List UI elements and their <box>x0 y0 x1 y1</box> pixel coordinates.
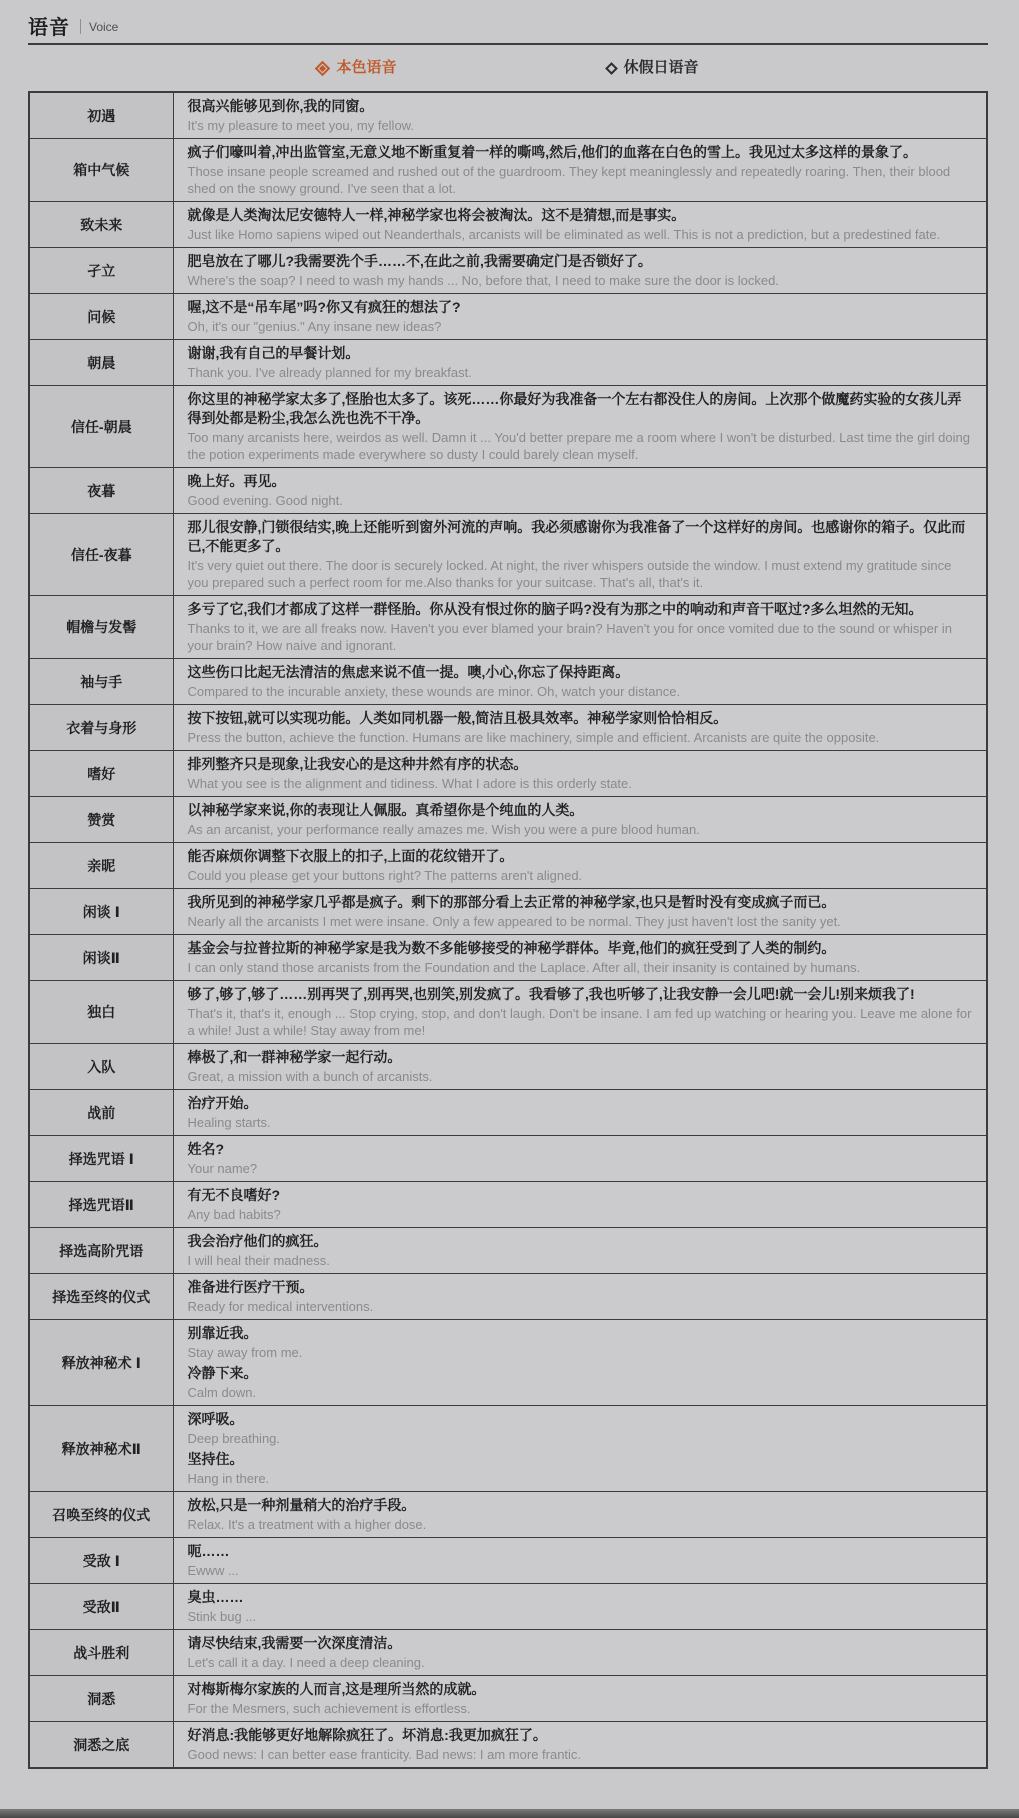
voice-row-label: 择选咒语Ⅱ <box>29 1182 173 1228</box>
voice-line-zh: 这些伤口比起无法清洁的焦虑来说不值一提。噢,小心,你忘了保持距离。 <box>187 664 630 680</box>
voice-line-pair <box>188 801 973 838</box>
voice-line-pair <box>188 298 973 335</box>
voice-row <box>29 468 987 514</box>
voice-line-zh: 深呼吸。 <box>187 1411 244 1427</box>
voice-row <box>29 1630 987 1676</box>
voice-row <box>29 139 987 202</box>
voice-row-content <box>173 889 987 935</box>
voice-line-pair <box>188 518 973 591</box>
voice-line-en: Great, a mission with a bunch of arcanists. <box>187 1069 433 1084</box>
voice-row <box>29 797 987 843</box>
voice-row <box>29 1492 987 1538</box>
voice-row-label: 洞悉之底 <box>29 1722 173 1769</box>
voice-line-zh: 晚上好。再见。 <box>187 473 286 489</box>
voice-line-pair <box>188 472 973 509</box>
voice-line-pair <box>188 1680 973 1717</box>
voice-row-label: 择选高阶咒语 <box>29 1228 173 1274</box>
voice-row <box>29 843 987 889</box>
voice-line-en: Relax. It's a treatment with a higher dose. <box>187 1517 427 1532</box>
voice-line-zh: 按下按钮,就可以实现功能。人类如同机器一般,简洁且极具效率。神秘学家则恰恰相反。 <box>187 710 728 726</box>
voice-row-label: 洞悉 <box>29 1676 173 1722</box>
voice-row-label: 衣着与身形 <box>29 705 173 751</box>
voice-row <box>29 1406 987 1492</box>
voice-row-label: 问候 <box>29 294 173 340</box>
voice-row-content <box>173 294 987 340</box>
tab-holiday-voice[interactable] <box>607 58 699 78</box>
voice-line-en: Stay away from me. <box>187 1345 303 1360</box>
voice-line-zh: 呃…… <box>187 1543 230 1559</box>
voice-line-pair <box>188 663 973 700</box>
voice-line-en: Good evening. Good night. <box>187 493 343 508</box>
voice-row-label: 释放神秘术Ⅱ <box>29 1406 173 1492</box>
voice-line-en: Hang in there. <box>187 1471 270 1486</box>
voice-line-en: Any bad habits? <box>187 1207 281 1222</box>
voice-row-label: 召唤至终的仪式 <box>29 1492 173 1538</box>
voice-line-pair <box>188 390 973 463</box>
voice-line-zh: 坚持住。 <box>187 1451 244 1467</box>
voice-row-label: 朝晨 <box>29 340 173 386</box>
voice-line-en: Let's call it a day. I need a deep cleaning. <box>187 1655 425 1670</box>
voice-line-zh: 多亏了它,我们才都成了这样一群怪胎。你从没有恨过你的脑子吗?没有为那之中的响动和声音干呕过?多么坦然的无知。 <box>187 601 923 617</box>
voice-row <box>29 1320 987 1406</box>
voice-row-content <box>173 751 987 797</box>
voice-line-en: Calm down. <box>187 1385 257 1400</box>
voice-row-content <box>173 596 987 659</box>
voice-lines-table <box>28 91 988 1769</box>
section-header <box>28 12 988 38</box>
voice-line-zh: 棒极了,和一群神秘学家一起行动。 <box>187 1049 402 1065</box>
voice-line-pair <box>188 1634 973 1671</box>
voice-row-content <box>173 1182 987 1228</box>
voice-line-en: Healing starts. <box>187 1115 271 1130</box>
voice-line-en: Compared to the incurable anxiety, these wounds are minor. Oh, watch your distance. <box>187 684 681 699</box>
voice-row-content <box>173 1676 987 1722</box>
voice-row-label: 信任-夜暮 <box>29 514 173 596</box>
voice-line-en: What you see is the alignment and tidiness. What I adore is this orderly state. <box>187 776 632 791</box>
voice-line-en: It's very quiet out there. The door is securely locked. At night, the river whispers outside the window. I must extend my gratitude since you prepared such a perfect room for me.Also thanks for your suitcase. That's all, that's it. <box>187 558 952 590</box>
voice-line-zh: 冷静下来。 <box>187 1365 258 1381</box>
voice-line-zh: 能否麻烦你调整下衣服上的扣子,上面的花纹错开了。 <box>187 848 514 864</box>
voice-line-en: Stink bug ... <box>187 1609 257 1624</box>
voice-line-en: Thanks to it, we are all freaks now. Haven't you ever blamed your brain? Haven't you for once vomited due to the sound or whisper in your brain? How naive and ignorant. <box>187 621 952 653</box>
voice-row <box>29 751 987 797</box>
voice-line-en: Too many arcanists here, weirdos as well. Damn it ... You'd better prepare me a room where I won't be disturbed. Last time the girl doing the potion experiments made everywhere so dusty I could barely clean myself. <box>187 430 970 462</box>
voice-row-label: 亲昵 <box>29 843 173 889</box>
voice-line-pair <box>188 344 973 381</box>
voice-line-zh: 臭虫…… <box>187 1589 244 1605</box>
voice-line-zh: 姓名? <box>187 1141 225 1157</box>
voice-row-content <box>173 340 987 386</box>
voice-row-label: 袖与手 <box>29 659 173 705</box>
voice-line-pair <box>188 206 973 243</box>
voice-row-content <box>173 797 987 843</box>
voice-row-label: 闲谈Ⅱ <box>29 935 173 981</box>
voice-row-content <box>173 1044 987 1090</box>
voice-row <box>29 981 987 1044</box>
voice-line-zh: 治疗开始。 <box>187 1095 258 1111</box>
voice-row-label: 战斗胜利 <box>29 1630 173 1676</box>
voice-line-pair <box>188 893 973 930</box>
voice-row-label: 释放神秘术 Ⅰ <box>29 1320 173 1406</box>
voice-row <box>29 202 987 248</box>
voice-line-zh: 有无不良嗜好? <box>187 1187 281 1203</box>
voice-line-en: For the Mesmers, such achievement is effortless. <box>187 1701 471 1716</box>
voice-line-en: Good news: I can better ease franticity. Bad news: I am more frantic. <box>187 1747 582 1762</box>
voice-row-content <box>173 1630 987 1676</box>
voice-row-label: 闲谈 Ⅰ <box>29 889 173 935</box>
voice-line-zh: 谢谢,我有自己的早餐计划。 <box>187 345 360 361</box>
voice-line-pair <box>188 1364 973 1401</box>
voice-line-en: As an arcanist, your performance really amazes me. Wish you were a pure blood human. <box>187 822 700 837</box>
voice-row-label: 信任-朝晨 <box>29 386 173 468</box>
voice-row <box>29 1136 987 1182</box>
voice-row <box>29 1182 987 1228</box>
voice-line-pair <box>188 1278 973 1315</box>
voice-row-content <box>173 1406 987 1492</box>
voice-row <box>29 1584 987 1630</box>
voice-line-pair <box>188 1450 973 1487</box>
voice-row-label: 战前 <box>29 1090 173 1136</box>
voice-row-content <box>173 139 987 202</box>
voice-line-pair <box>188 755 973 792</box>
voice-line-zh: 放松,只是一种剂量稍大的治疗手段。 <box>187 1497 416 1513</box>
bottom-edge-strip <box>0 1809 1019 1818</box>
tab-true-colour-voice[interactable] <box>317 58 396 78</box>
voice-row-content <box>173 1320 987 1406</box>
voice-line-pair <box>188 1410 973 1447</box>
voice-row-label: 受敌 Ⅰ <box>29 1538 173 1584</box>
filled-diamond-core <box>319 64 326 71</box>
voice-line-pair <box>188 1094 973 1131</box>
voice-line-pair <box>188 847 973 884</box>
filled-diamond-icon <box>315 60 331 76</box>
voice-line-zh: 基金会与拉普拉斯的神秘学家是我为数不多能够接受的神秘学群体。毕竟,他们的疯狂受到了人类的制约。 <box>187 940 836 956</box>
voice-line-pair <box>188 1726 973 1763</box>
voice-row <box>29 92 987 139</box>
voice-line-zh: 我所见到的神秘学家几乎都是疯子。剩下的那部分看上去正常的神秘学家,也只是暂时没有变成疯子而已。 <box>187 894 836 910</box>
voice-row-label: 择选至终的仪式 <box>29 1274 173 1320</box>
voice-row <box>29 1722 987 1769</box>
voice-row-label: 入队 <box>29 1044 173 1090</box>
voice-line-zh: 够了,够了,够了……别再哭了,别再哭,也别笑,别发疯了。我看够了,我也听够了,让我安静一会儿吧!就一会儿!别来烦我了! <box>187 986 915 1002</box>
voice-row-content <box>173 1228 987 1274</box>
hollow-diamond-icon <box>605 62 618 75</box>
voice-line-zh: 那儿很安静,门锁很结实,晚上还能听到窗外河流的声响。我必须感谢你为我准备了一个这样好的房间。也感谢你的箱子。仅此而已,不能更多了。 <box>187 519 966 554</box>
voice-row <box>29 596 987 659</box>
voice-row-content <box>173 981 987 1044</box>
voice-row <box>29 1090 987 1136</box>
voice-line-pair <box>188 1186 973 1223</box>
voice-line-en: Ready for medical interventions. <box>187 1299 374 1314</box>
voice-line-zh: 疯子们嚎叫着,冲出监管室,无意义地不断重复着一样的嘶鸣,然后,他们的血落在白色的雪上。我见过太多这样的景象了。 <box>187 144 918 160</box>
voice-row-label: 初遇 <box>29 92 173 139</box>
voice-row <box>29 340 987 386</box>
voice-row-content <box>173 514 987 596</box>
voice-row-content <box>173 248 987 294</box>
voice-line-pair <box>188 985 973 1039</box>
voice-row-content <box>173 705 987 751</box>
voice-row-content <box>173 1136 987 1182</box>
voice-line-en: Press the button, achieve the function. Humans are like machinery, simple and efficient. Arcanists are quite the opposite. <box>187 730 880 745</box>
tab-label: 休假日语音 <box>623 59 699 76</box>
voice-line-en: Where's the soap? I need to wash my hands ... No, before that, I need to make sure the door is locked. <box>187 273 779 288</box>
voice-line-pair <box>188 1496 973 1533</box>
voice-line-en: Nearly all the arcanists I met were insane. Only a few appeared to be normal. They just haven't lost the sanity yet. <box>187 914 841 929</box>
title-divider <box>80 19 81 34</box>
voice-line-zh: 肥皂放在了哪儿?我需要洗个手……不,在此之前,我需要确定门是否锁好了。 <box>187 253 652 269</box>
voice-row <box>29 1228 987 1274</box>
voice-row <box>29 1044 987 1090</box>
tab-label: 本色语音 <box>336 59 397 76</box>
voice-line-zh: 你这里的神秘学家太多了,怪胎也太多了。该死……你最好为我准备一个左右都没住人的房间。上次那个做魔药实验的女孩儿弄得到处都是粉尘,我怎么洗也洗不干净。 <box>187 391 962 426</box>
voice-line-pair <box>188 1232 973 1269</box>
voice-row-label: 孑立 <box>29 248 173 294</box>
voice-line-zh: 别靠近我。 <box>187 1325 258 1341</box>
voice-line-en: Just like Homo sapiens wiped out Neanderthals, arcanists will be eliminated as well. This is not a prediction, but a predestined fate. <box>187 227 941 242</box>
voice-line-en: It's my pleasure to meet you, my fellow. <box>187 118 414 133</box>
voice-line-zh: 准备进行医疗干预。 <box>187 1279 314 1295</box>
voice-row-content <box>173 659 987 705</box>
voice-row-content <box>173 1090 987 1136</box>
voice-line-pair <box>188 1542 973 1579</box>
voice-row-content <box>173 386 987 468</box>
page-title: 语音 <box>28 16 70 39</box>
voice-row-content <box>173 1584 987 1630</box>
voice-line-en: Thank you. I've already planned for my breakfast. <box>187 365 472 380</box>
voice-row-label: 夜暮 <box>29 468 173 514</box>
voice-line-pair <box>188 252 973 289</box>
voice-row <box>29 705 987 751</box>
voice-line-en: Your name? <box>187 1161 258 1176</box>
voice-row <box>29 889 987 935</box>
voice-row-label: 择选咒语 Ⅰ <box>29 1136 173 1182</box>
voice-row-content <box>173 1492 987 1538</box>
voice-line-pair <box>188 1588 973 1625</box>
voice-row-content <box>173 468 987 514</box>
voice-row <box>29 386 987 468</box>
voice-line-zh: 喔,这不是“吊车尾”吗?你又有疯狂的想法了? <box>187 299 461 315</box>
voice-row <box>29 294 987 340</box>
voice-row <box>29 659 987 705</box>
voice-row-content <box>173 92 987 139</box>
voice-line-pair <box>188 1324 973 1361</box>
voice-line-en: Deep breathing. <box>187 1431 281 1446</box>
voice-line-pair <box>188 97 973 134</box>
voice-line-zh: 对梅斯梅尔家族的人而言,这是理所当然的成就。 <box>187 1681 486 1697</box>
voice-row <box>29 1676 987 1722</box>
voice-line-pair <box>188 709 973 746</box>
voice-line-zh: 很高兴能够见到你,我的同窗。 <box>187 98 374 114</box>
voice-row <box>29 514 987 596</box>
voice-line-en: Ewww ... <box>187 1563 239 1578</box>
voice-row-label: 致未来 <box>29 202 173 248</box>
voice-line-zh: 以神秘学家来说,你的表现让人佩服。真希望你是个纯血的人类。 <box>187 802 584 818</box>
voice-line-zh: 就像是人类淘汰尼安德特人一样,神秘学家也将会被淘汰。这不是猜想,而是事实。 <box>187 207 686 223</box>
voice-line-pair <box>188 1140 973 1177</box>
voice-line-en: Those insane people screamed and rushed out of the guardroom. They kept meaninglessly and repeatedly roaring. Then, their blood shed on the snowy ground. I've seen that a lot. <box>187 164 951 196</box>
voice-row <box>29 1274 987 1320</box>
voice-line-en: I can only stand those arcanists from the Foundation and the Laplace. After all, their insanity is contained by humans. <box>187 960 861 975</box>
voice-line-en: That's it, that's it, enough ... Stop crying, stop, and don't laugh. Don't be insane. I am fed up watching or hearing you. Leave me alone for a while! Just a while! Stay away from me! <box>187 1006 972 1038</box>
voice-row-label: 帽檐与发髻 <box>29 596 173 659</box>
voice-row-label: 受敌Ⅱ <box>29 1584 173 1630</box>
voice-line-pair <box>188 600 973 654</box>
voice-row-label: 赞赏 <box>29 797 173 843</box>
voice-line-en: Oh, it's our "genius." Any insane new ideas? <box>187 319 442 334</box>
voice-row-content <box>173 1274 987 1320</box>
voice-line-pair <box>188 1048 973 1085</box>
voice-line-en: Could you please get your buttons right? The patterns aren't aligned. <box>187 868 583 883</box>
voice-line-pair <box>188 143 973 197</box>
voice-line-zh: 好消息:我能够更好地解除疯狂了。坏消息:我更加疯狂了。 <box>187 1727 547 1743</box>
voice-row-content <box>173 1538 987 1584</box>
voice-line-pair <box>188 939 973 976</box>
voice-line-zh: 请尽快结束,我需要一次深度清洁。 <box>187 1635 402 1651</box>
voice-row <box>29 935 987 981</box>
voice-row-content <box>173 935 987 981</box>
page-subtitle: Voice <box>89 19 119 34</box>
voice-row-label: 嗜好 <box>29 751 173 797</box>
voice-row-content <box>173 843 987 889</box>
voice-row-label: 独白 <box>29 981 173 1044</box>
voice-row-content <box>173 202 987 248</box>
voice-line-en: I will heal their madness. <box>187 1253 330 1268</box>
voice-line-zh: 排列整齐只是现象,让我安心的是这种井然有序的状态。 <box>187 756 528 772</box>
voice-row <box>29 1538 987 1584</box>
voice-row <box>29 248 987 294</box>
voice-row-label: 箱中气候 <box>29 139 173 202</box>
voice-line-zh: 我会治疗他们的疯狂。 <box>187 1233 328 1249</box>
voice-tab-bar <box>28 45 988 91</box>
voice-row-content <box>173 1722 987 1769</box>
